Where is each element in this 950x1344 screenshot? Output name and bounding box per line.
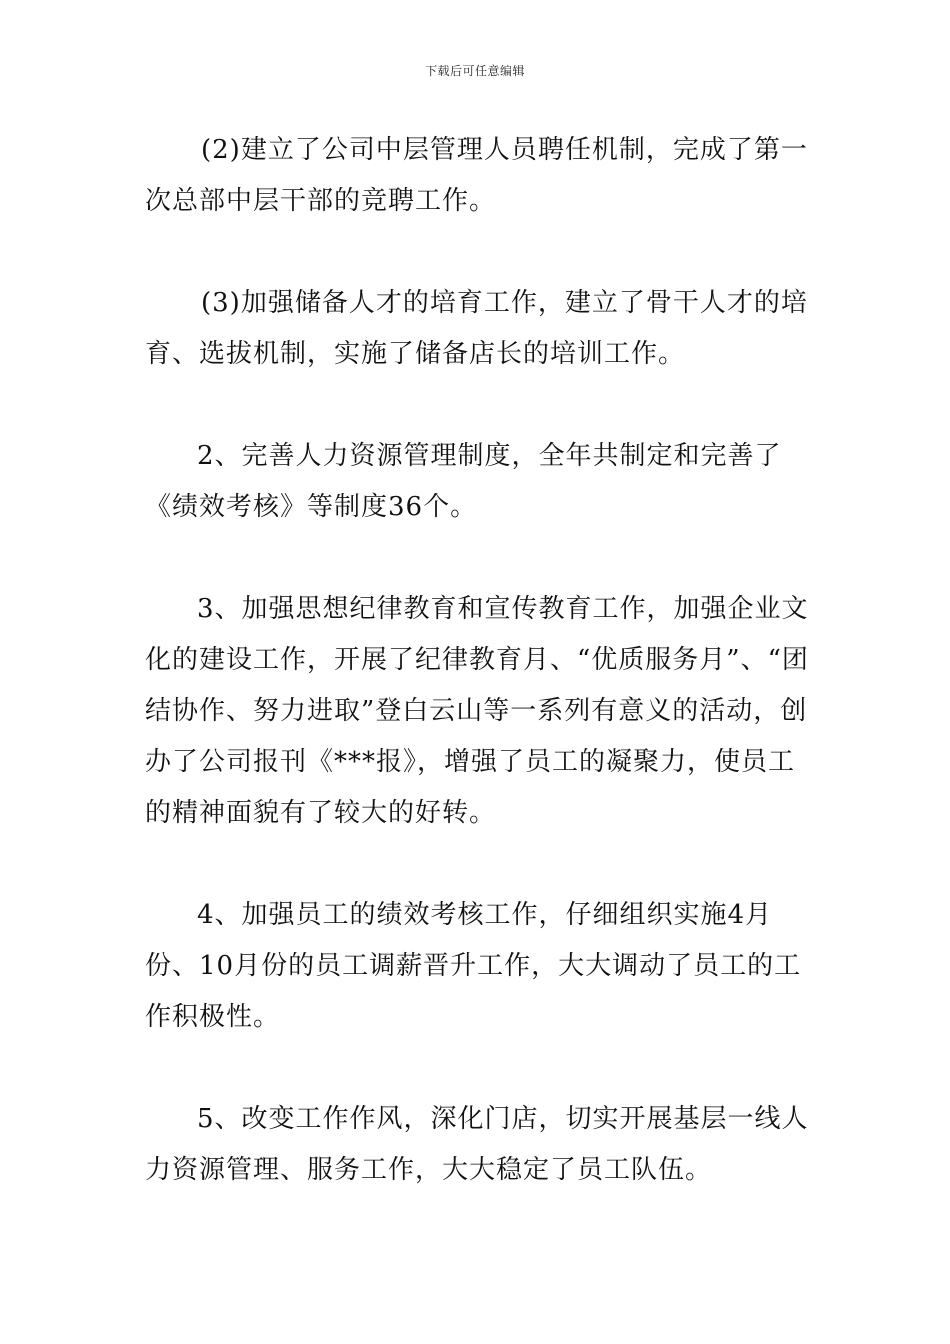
- paragraph-item-2: 2、完善人力资源管理制度，全年共制定和完善了《绩效考核》等制度36个。: [145, 441, 782, 522]
- document-body: [145, 125, 813, 1196]
- page-header-note: 下载后可任意编辑: [424, 64, 525, 78]
- paragraph-item-4: 4、加强员工的绩效考核工作，仔细组织实施4月份、10月份的员工调薪晋升工作，大大调动了员工的工作积极性。: [145, 900, 802, 1032]
- paragraph-item-5: 5、改变工作作风，深化门店，切实开展基层一线人力资源管理、服务工作，大大稳定了员工队伍。: [145, 1104, 809, 1185]
- paragraph-item-3: 3、加强思想纪律教育和宣传教育工作，加强企业文化的建设工作，开展了纪律教育月、“优质服务月”、“团结协作、努力进取”登白云山等一系列有意义的活动，创办了公司报刊《***报》，增强了员工的凝聚力，使员工的精神面貌有了较大的好转。: [145, 594, 809, 828]
- paragraph-sub-item-2: (2)建立了公司中层管理人员聘任机制，完成了第一次总部中层干部的竞聘工作。: [145, 135, 808, 216]
- paragraph-sub-item-3: (3)加强储备人才的培育工作，建立了骨干人才的培育、选拔机制，实施了储备店长的培训工作。: [145, 288, 808, 369]
